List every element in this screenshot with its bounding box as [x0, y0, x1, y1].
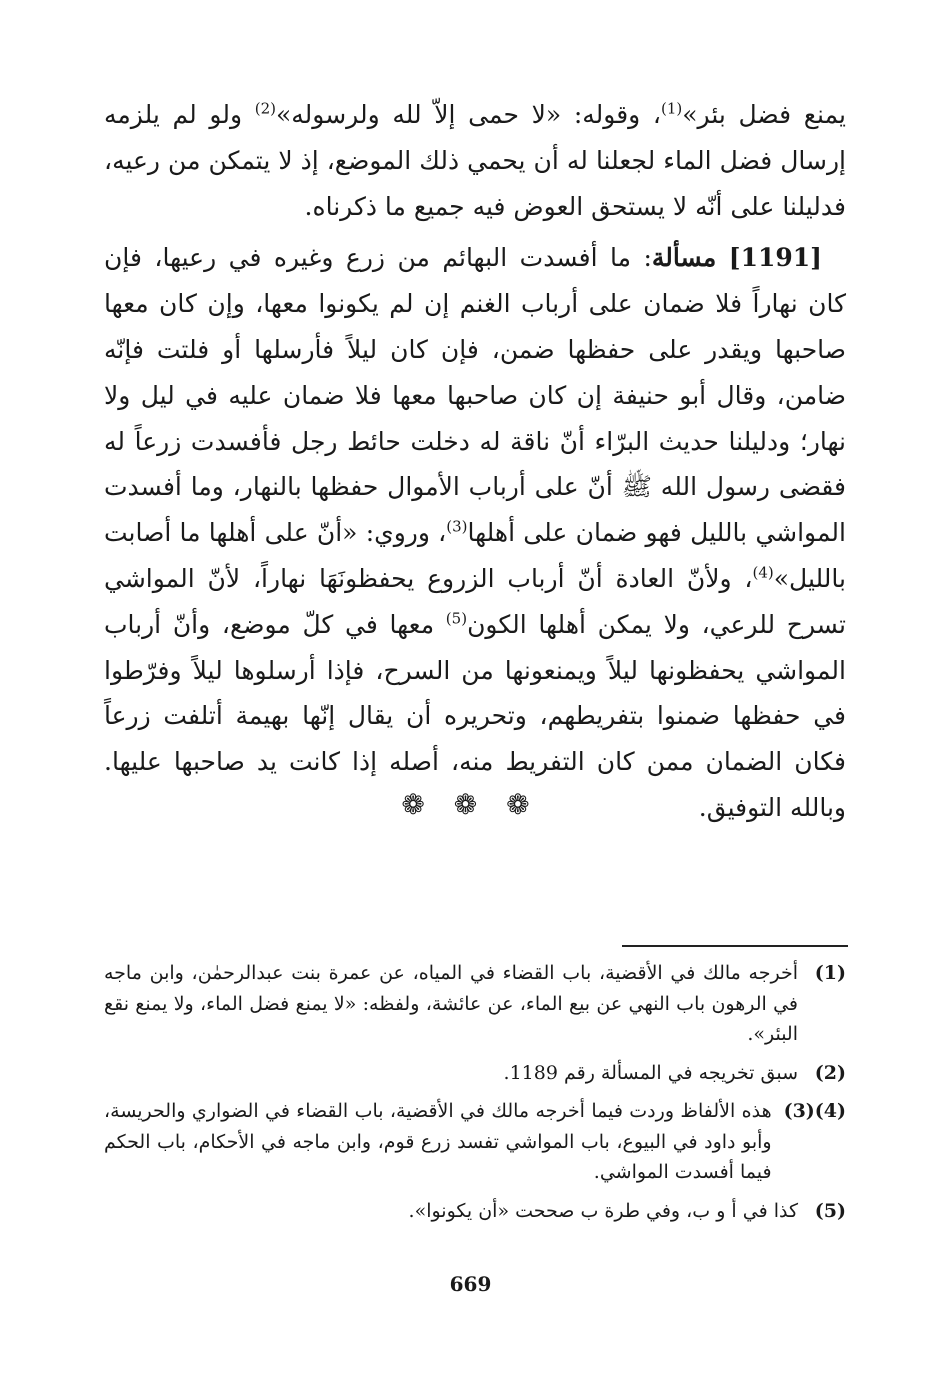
footnote-ref-1: (1)	[660, 99, 683, 118]
text-run: معها في كلّ موضع، وأنّ أرباب المواشي يحفظونها ليلاً ويمنعونها من السرح، فإذا أرسلوها ليلاً وفرّطوا في حفظها ضمنوا بتفريطهم، وتحريره أن يقال إنّها بهيمة أتلفت زرعاً فكان الضمان ممن كان التفريط منه، أصله إذا كانت يد صاحبها عليها. وبالله التوفيق.	[104, 609, 846, 822]
text-run: ، ولأنّ العادة أنّ أرباب الزروع يحفظونَهَا نهاراً، لأنّ المواشي تسرح للرعي، ولا يمكن أهلها الكون	[104, 563, 846, 639]
footnote-1	[104, 958, 846, 1050]
footnotes	[104, 958, 846, 1234]
footnote-number: (5)	[814, 1199, 846, 1222]
text-run: : ما أفسدت البهائم من زرع وغيره في رعيها، فإن كان نهاراً فلا ضمان على أرباب الغنم إن لم يكونوا معها، وإن كان معها صاحبها ويقدر على حفظها ضمن، فإن كان ليلاً فأرسلها أو فلتت فإنّه ضامن، وقال أبو حنيفة إن كان صاحبها معها فلا ضمان عليه في ليل ولا نهار؛ ودليلنا حديث البرّاء أنّ ناقة له دخلت حائط رجل فأفسدت زرعاً له فقضى رسول الله ﷺ أنّ على أرباب الأموال حفظها بالنهار، وما أفسدت المواشي بالليل فهو ضمان على أهلها	[104, 243, 846, 548]
footnote-ref-4: (4)	[752, 563, 774, 582]
footnote-text: أخرجه مالك في الأقضية، باب القضاء في المياه، عن عمرة بنت عبدالرحمٰن، وابن ماجه في الرهون باب النهي عن بيع الماء، عن عائشة، ولفظه: «لا يمنع فضل الماء، ولا يمنع نقع البئر».	[104, 962, 798, 1045]
paragraph-issue-1191	[104, 235, 846, 830]
footnote-number: (2)	[814, 1061, 846, 1084]
footnote-text: سبق تخريجه في المسألة رقم 1189.	[503, 1061, 798, 1084]
footnote-5	[104, 1196, 846, 1227]
paragraph-1	[104, 92, 846, 229]
footnote-3-4	[104, 1096, 846, 1188]
footnote-number: (3)(4)	[783, 1100, 846, 1122]
footnote-number: (1)	[814, 962, 846, 984]
footnote-ref-5: (5)	[445, 609, 468, 628]
text-run: يمنع فضل بئر»	[682, 100, 847, 129]
footnote-ref-3: (3)	[446, 517, 468, 536]
page-number: 669	[449, 1272, 492, 1296]
footnote-ref-2: (2)	[254, 99, 276, 118]
footnote-text: كذا في أ و ب، وفي طرة ب صححت «أن يكونوا».	[408, 1199, 798, 1222]
footnote-2	[104, 1058, 846, 1089]
text-run: ، وروي: «أنّ على أهلها ما أصابت بالليل»	[104, 518, 846, 593]
footnote-divider	[622, 945, 848, 947]
text-run: ، وقوله: «لا حمى إلاّ لله ولرسوله»	[275, 100, 661, 129]
issue-number: [1191]	[728, 243, 822, 273]
footnote-text: هذه الألفاظ وردت فيما أخرجه مالك في الأقضية، باب القضاء في الضواري والحريسة، وأبو داود في البيوع، باب المواشي تفسد زرع قوم، وابن ماجه في الأحكام، باب الحكم فيما أفسدت المواشي.	[104, 1100, 772, 1183]
main-text	[104, 92, 846, 831]
issue-label: مسألة	[651, 243, 717, 273]
text-run: ولو لم يلزمه إرسال فضل الماء لجعلنا له أن يحمي ذلك الموضع، إذ لا يتمكن من رعيه، فدليلنا على أنّه لا يستحق العوض فيه جميع ما ذكرناه.	[104, 100, 846, 221]
section-ornament: ❁ ❁ ❁	[401, 788, 540, 821]
